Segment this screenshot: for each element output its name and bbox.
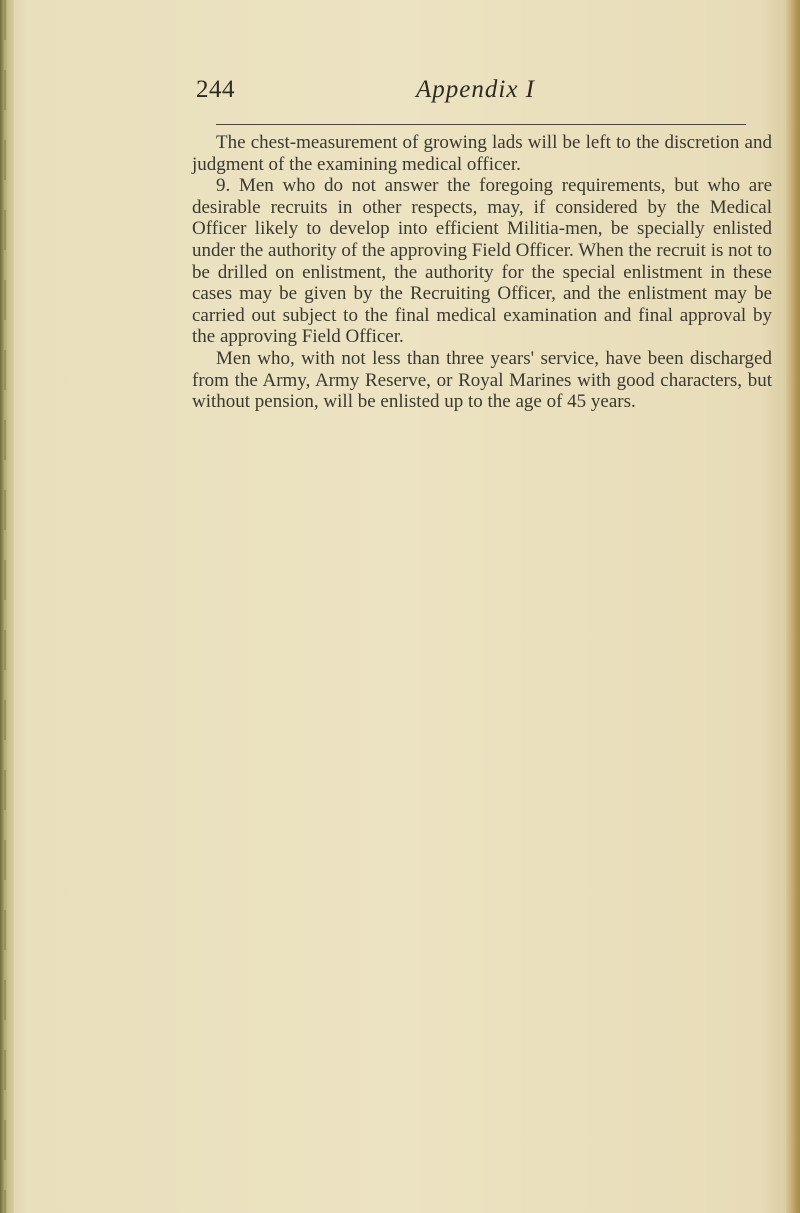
page-right-edge — [786, 0, 800, 1213]
paragraph-former-servicemen: Men who, with not less than three years' service, have been discharged from the Army, Army Reserve, or Royal Marines with good characters, but without pension, will be enlisted up to the age of 45 years. — [192, 347, 772, 413]
running-head: Appendix I — [416, 76, 535, 103]
paragraph-9: 9. Men who do not answer the foregoing requirements, but who are desirable recruits in other respects, may, if considered by the Medical Officer likely to develop into efficient Militia-men, be specially enlisted under the authority of the approving Field Officer. When the recruit is not to be drilled on enlistment, the authority for the special enlistment in these cases may be given by the Recruiting Officer, and the enlistment may be carried out subject to the final medical examination and final approval by the approving Field Officer. — [192, 175, 772, 348]
page-binding-edge — [0, 0, 14, 1213]
header-rule — [216, 124, 746, 125]
page-header — [0, 76, 800, 110]
body-text — [192, 132, 772, 413]
paragraph-chest-measurement: The chest-measurement of growing lads will be left to the discretion and judgment of the examining medical officer. — [192, 132, 772, 175]
page-number: 244 — [196, 76, 235, 103]
